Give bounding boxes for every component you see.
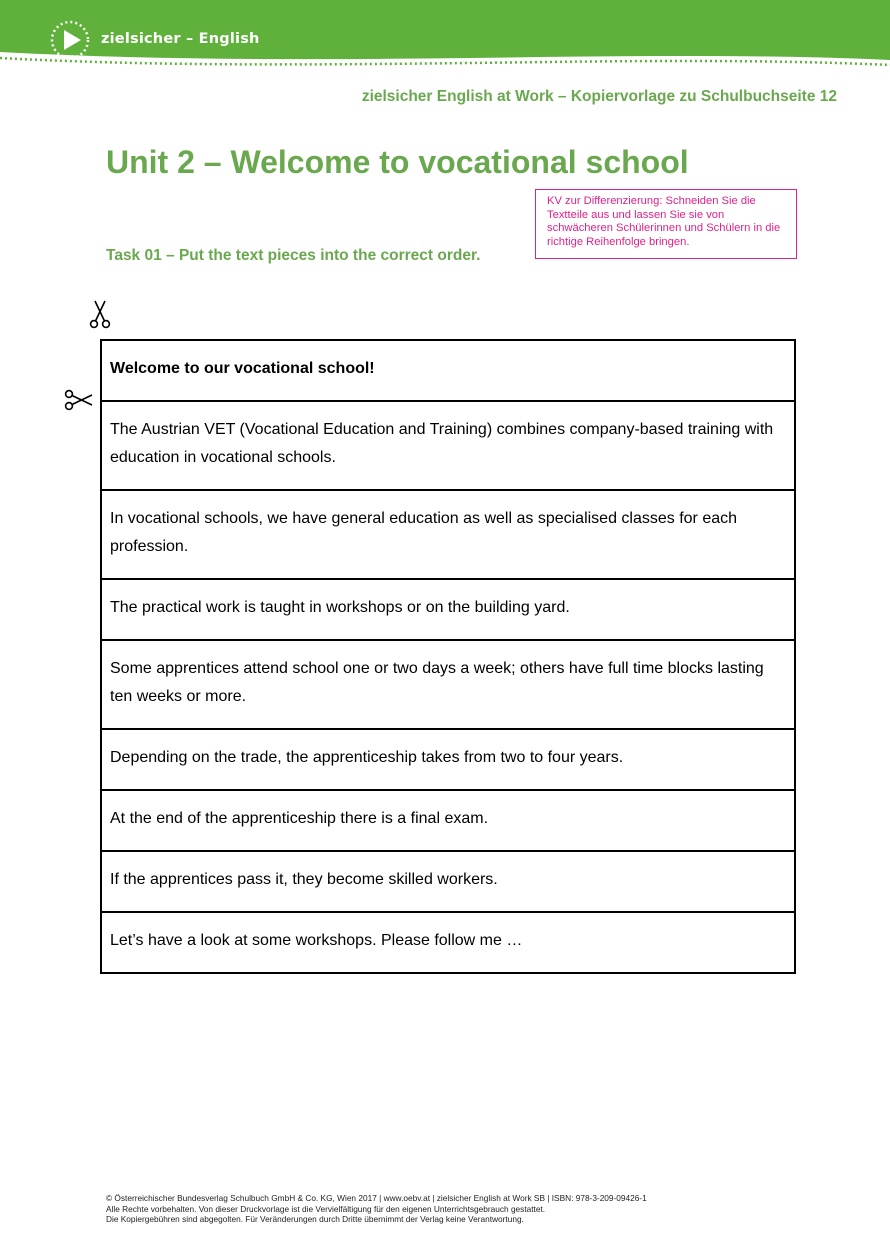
text-piece: Let’s have a look at some workshops. Please follow me … <box>102 913 794 974</box>
footer-line: Die Kopiergebühren sind abgegolten. Für Veränderungen durch Dritte übernimmt der Verlag keine Verantwortung. <box>106 1214 524 1224</box>
text-pieces-table <box>100 339 796 974</box>
text-piece: At the end of the apprenticeship there is a final exam. <box>102 791 794 852</box>
brand-name: zielsicher – English <box>101 31 260 47</box>
text-piece: The Austrian VET (Vocational Education and Training) combines company-based training with education in vocational schools. <box>102 402 794 491</box>
footer-line: © Österreichischer Bundesverlag Schulbuch GmbH & Co. KG, Wien 2017 | www.oebv.at | zielsicher English at Work SB | ISBN: 978-3-209-09426-1 <box>106 1193 647 1203</box>
task-instruction: Task 01 – Put the text pieces into the correct order. <box>106 247 481 264</box>
text-piece: Depending on the trade, the apprenticeship takes from two to four years. <box>102 730 794 791</box>
text-piece: If the apprentices pass it, they become skilled workers. <box>102 852 794 913</box>
text-piece: Some apprentices attend school one or two days a week; others have full time blocks lasting ten weeks or more. <box>102 641 794 730</box>
text-piece: The practical work is taught in workshops or on the building yard. <box>102 580 794 641</box>
scissors-horizontal-icon <box>64 389 94 411</box>
scissors-vertical-icon <box>89 299 111 329</box>
copyright-footer <box>106 1193 647 1225</box>
teacher-note: KV zur Differenzierung: Schneiden Sie die Textteile aus und lassen Sie sie von schwächeren Schülerinnen und Schülern in die richtige Reihenfolge bringen. <box>535 189 797 259</box>
page-reference: zielsicher English at Work – Kopiervorlage zu Schulbuchseite 12 <box>361 88 837 105</box>
page-title: Unit 2 – Welcome to vocational school <box>106 144 689 180</box>
text-piece: Welcome to our vocational school! <box>102 341 794 402</box>
footer-line: Alle Rechte vorbehalten. Von dieser Druckvorlage ist die Vervielfältigung für den eigenen Unterrichtsgebrauch gestattet. <box>106 1203 546 1214</box>
text-piece: In vocational schools, we have general education as well as specialised classes for each profession. <box>102 491 794 580</box>
